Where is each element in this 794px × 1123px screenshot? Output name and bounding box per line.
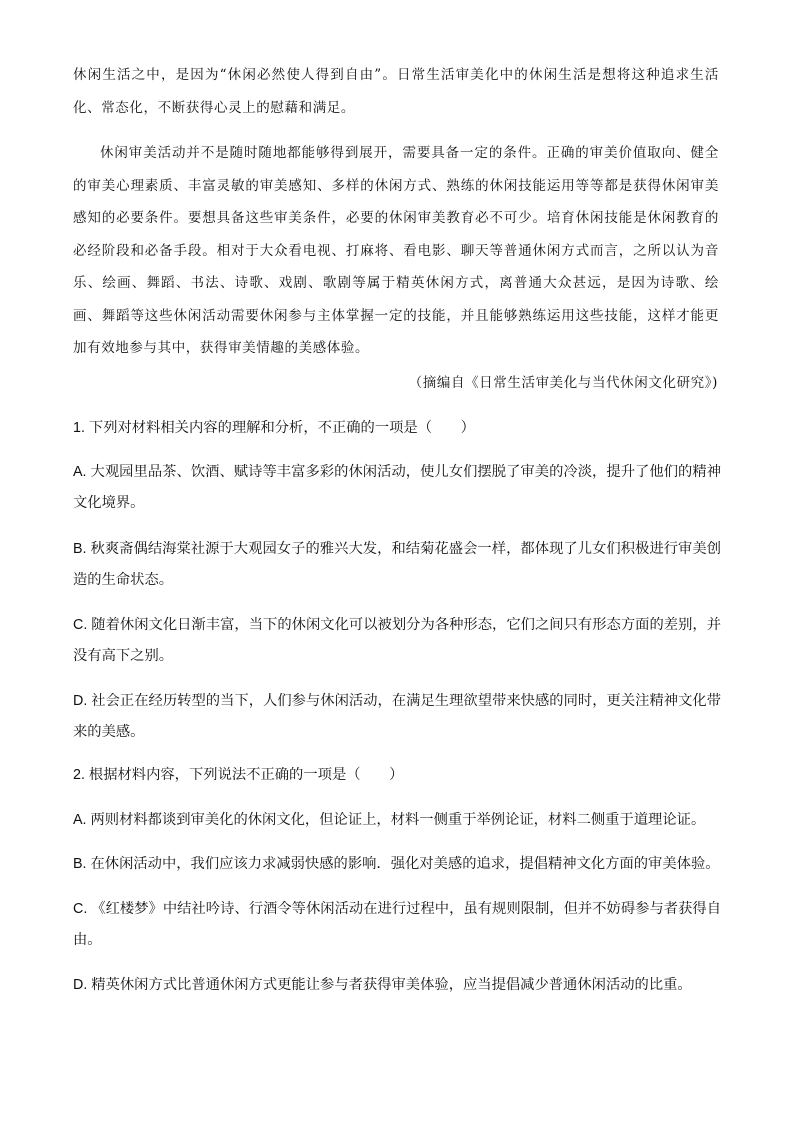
question-1-option-b: B. 秋爽斋偶结海棠社源于大观园女子的雅兴大发，和结菊花盛会一样，都体现了儿女们积极进行审美创造的生命状态。: [73, 541, 721, 588]
question-1-option-c: C. 随着休闲文化日渐丰富，当下的休闲文化可以被划分为各种形态，它们之间只有形态方面的差别，并没有高下之别。: [73, 617, 721, 664]
question-1-option-a: A. 大观园里品茶、饮酒、赋诗等丰富多彩的休闲活动，使儿女们摆脱了审美的冷淡，提升了他们的精神文化境界。: [73, 464, 721, 511]
passage-paragraph-2: 休闲审美活动并不是随时随地都能够得到展开，需要具备一定的条件。正确的审美价值取向、健全的审美心理素质、丰富灵敏的审美感知、多样的休闲方式、熟练的休闲技能运用等等都是获得休闲审美感知的必要条件。要想具备这些审美条件，必要的休闲审美教育必不可少。培育休闲技能是休闲教育的必经阶段和必备手段。相对于大众看电视、打麻将、看电影、聊天等普通休闲方式而言，之所以认为音乐、绘画、舞蹈、书法、诗歌、戏剧、歌剧等属于精英休闲方式，离普通大众甚远，是因为诗歌、绘画、舞蹈等这些休闲活动需要休闲参与主体掌握一定的技能，并且能够熟练运用这些技能，这样才能更加有效地参与其中，获得审美情趣的美感体验。: [73, 145, 719, 356]
question-1-option-d: D. 社会正在经历转型的当下，人们参与休闲活动，在满足生理欲望带来快感的同时，更关注精神文化带来的美感。: [73, 693, 721, 740]
question-2-option-d: D. 精英休闲方式比普通休闲方式更能让参与者获得审美体验，应当提倡减少普通休闲活动的比重。: [73, 977, 692, 993]
passage-source: （摘编自《日常生活审美化与当代休闲文化研究》): [408, 375, 718, 391]
question-2-stem: 2. 根据材料内容，下列说法不正确的一项是（ ）: [73, 767, 404, 783]
question-2-option-b: B. 在休闲活动中，我们应该力求减弱快感的影响．强化对美感的追求，提倡精神文化方面的审美体验。: [73, 856, 720, 872]
passage-paragraph-1: 休闲生活之中，是因为“休闲必然使人得到自由”。日常生活审美化中的休闲生活是想将这种追求生活化、常态化，不断获得心灵上的慰藉和满足。: [73, 67, 719, 116]
question-2-option-a: A. 两则材料都谈到审美化的休闲文化，但论证上，材料一侧重于举例论证，材料二侧重于道理论证。: [73, 812, 706, 828]
question-2-option-c: C. 《红楼梦》中结社吟诗、行酒令等休闲活动在进行过程中，虽有规则限制，但并不妨碍参与者获得自由。: [73, 901, 721, 948]
question-1-stem: 1. 下列对材料相关内容的理解和分析，不正确的一项是（ ）: [73, 420, 475, 436]
